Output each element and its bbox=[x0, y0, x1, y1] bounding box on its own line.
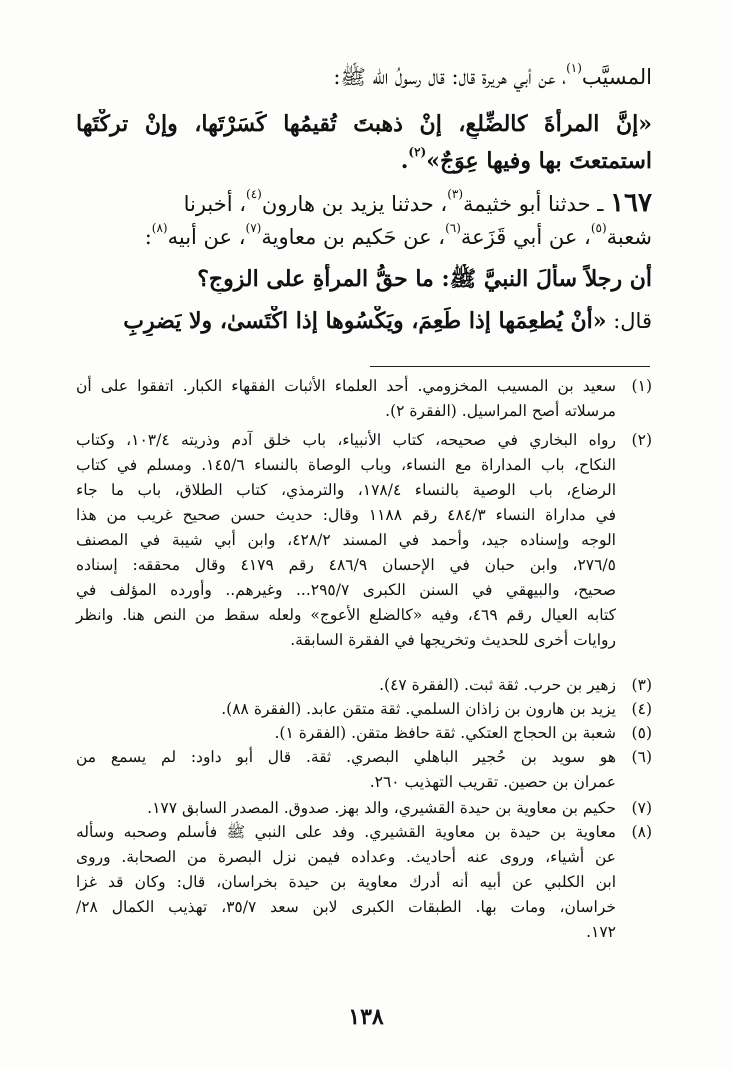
footnote-line: خراسان، ومات بها. الطبقات الكبرى لابن سعد ٣٥/٧، تهذيب الكمال ٢٨/ bbox=[76, 898, 616, 916]
footnote-line: ١٧٢. bbox=[586, 923, 616, 941]
footnote-6 bbox=[76, 745, 652, 795]
main-line-4: ١٦٧ ـ حدثنا أبو خثيمة$^{(٣)}$، حدثنا يزيد بن هارون$^{(٤)}$، أخبرنا bbox=[183, 188, 652, 218]
main-line-1: المسيَّب$^{(١)}$، عن أبي هريرة قال: قال رسولُ الله ﷺ: bbox=[333, 62, 652, 89]
footnote-line: الرضاع، باب الوصية بالنساء ١٧٨/٤، والترمذي، كتاب الطلاق، باب ما جاء bbox=[76, 481, 616, 499]
footnote-number: (١) bbox=[631, 377, 652, 395]
footnote-line: صحيح، والبيهقي في السنن الكبرى ٢٩٥/٧... وغيرهم.. وأورده المؤلف في bbox=[76, 581, 616, 599]
footnote-line: الوجه وإسناده جيد، وأحمد في المسند ٤٢٨/٢، وابن أبي شيبة في المصنف bbox=[76, 531, 616, 549]
footnote-line: عمران بن حصين. تقريب التهذيب ٢٦٠. bbox=[369, 773, 616, 791]
footnote-line: كتابه العيال رقم ٤٦٩، وفيه «كالضلع الأعوج» ولعله سقط من النص هنا. وانظر bbox=[76, 606, 616, 624]
main-line-2: «إنَّ المرأةَ كالضِّلعِ، إنْ ذهبتَ تُقيمُها كَسَرْتَها، وإنْ تركْتَها bbox=[76, 111, 652, 137]
footnote-number: (٦) bbox=[631, 748, 652, 766]
footnote-line: رواه البخاري في صحيحه، كتاب الأنبياء، باب خلق آدم وذريته ١٠٣/٤، وكتاب bbox=[76, 431, 616, 449]
main-line-3: استمتعتَ بها وفيها عِوَجٌ»$^{(٢)}$. bbox=[400, 146, 652, 174]
page-number: ١٣٨ bbox=[348, 1004, 384, 1030]
footnote-line: عن أشياء، وروى عنه أحاديث. وعداده فيمن نزل البصرة من الصحابة. وروى bbox=[76, 848, 616, 866]
hadith-number: ١٦٧ bbox=[610, 188, 652, 218]
footnote-number: (٢) bbox=[631, 431, 652, 449]
footnote-line: في مداراة النساء ٤٨٤/٣ رقم ١١٨٨ وقال: حديث حسن صحيح غريب من هذا bbox=[76, 506, 616, 524]
footnote-number: (٥) bbox=[631, 724, 652, 742]
footnote-line: ابن الكلبي عن أبيه أنه أدرك معاوية بن حيدة بخراسان، قال: وكان قد غزا bbox=[76, 873, 616, 891]
footnote-8 bbox=[76, 820, 652, 945]
footnote-number: (٧) bbox=[631, 799, 652, 817]
main-line-7: قال: «أنْ يُطعِمَها إذا طَعِمَ، ويَكْسُوها إذا اكْتَسىٰ، ولا يَضرِبِ bbox=[123, 308, 652, 334]
footnote-3 bbox=[76, 673, 652, 698]
footnote-1 bbox=[76, 374, 652, 424]
footnote-4 bbox=[76, 697, 652, 722]
footnote-ref: (٢) bbox=[408, 146, 427, 159]
footnote-line: زهير بن حرب. ثقة ثبت. (الفقرة ٤٧). bbox=[379, 676, 616, 694]
main-line-5: شعبة$^{(٥)}$، عن أبي قَزَعة$^{(٦)}$، عن حَكيم بن معاوية$^{(٧)}$، عن أبيه$^{(٨)}$: bbox=[144, 222, 652, 249]
footnote-line: سعيد بن المسيب المخزومي. أحد العلماء الأثبات الفقهاء الكبار. اتفقوا على أن bbox=[76, 377, 616, 395]
footnote-line: هو سويد بن حُجير الباهلي البصري. ثقة. قال أبو داود: لم يسمع من bbox=[76, 748, 616, 766]
footnote-line: روايات أخرى للحديث وتخريجها في الفقرة السابقة. bbox=[290, 631, 616, 649]
footnote-line: شعبة بن الحجاج العتكي. ثقة حافظ متقن. (الفقرة ١). bbox=[274, 724, 616, 742]
footnote-line: حكيم بن معاوية بن حيدة القشيري، والد بهز. صدوق. المصدر السابق ١٧٧. bbox=[147, 799, 616, 817]
footnote-separator bbox=[370, 366, 650, 367]
footnote-line: يزيد بن هارون بن زاذان السلمي. ثقة متقن عابد. (الفقرة ٨٨). bbox=[221, 700, 616, 718]
footnote-7 bbox=[76, 796, 652, 821]
footnote-2 bbox=[76, 428, 652, 653]
footnote-line: مرسلاته أصح المراسيل. (الفقرة ٢). bbox=[385, 402, 616, 420]
footnote-number: (٣) bbox=[631, 676, 652, 694]
footnote-ref: (١) bbox=[566, 62, 582, 75]
footnote-number: (٤) bbox=[631, 700, 652, 718]
footnote-number: (٨) bbox=[631, 823, 652, 841]
footnote-line: معاوية بن حيدة بن معاوية القشيري. وفد على النبي ﷺ فأسلم وصحبه وسأله bbox=[76, 823, 616, 841]
main-line-6: أن رجلاً سأَلَ النبيَّ ﷺ: ما حقُّ المرأةِ على الزوجِ؟ bbox=[197, 266, 652, 292]
footnote-5 bbox=[76, 721, 652, 746]
footnote-line: النكاح، باب المداراة مع النساء، وباب الوصاة بالنساء ١٤٥/٦. ومسلم في كتاب bbox=[76, 456, 616, 474]
footnote-line: ٢٧٦/٥، وابن حبان في الإحسان ٤٨٦/٩ رقم ٤١٧٩ وقال محققه: إسناده bbox=[76, 556, 616, 574]
